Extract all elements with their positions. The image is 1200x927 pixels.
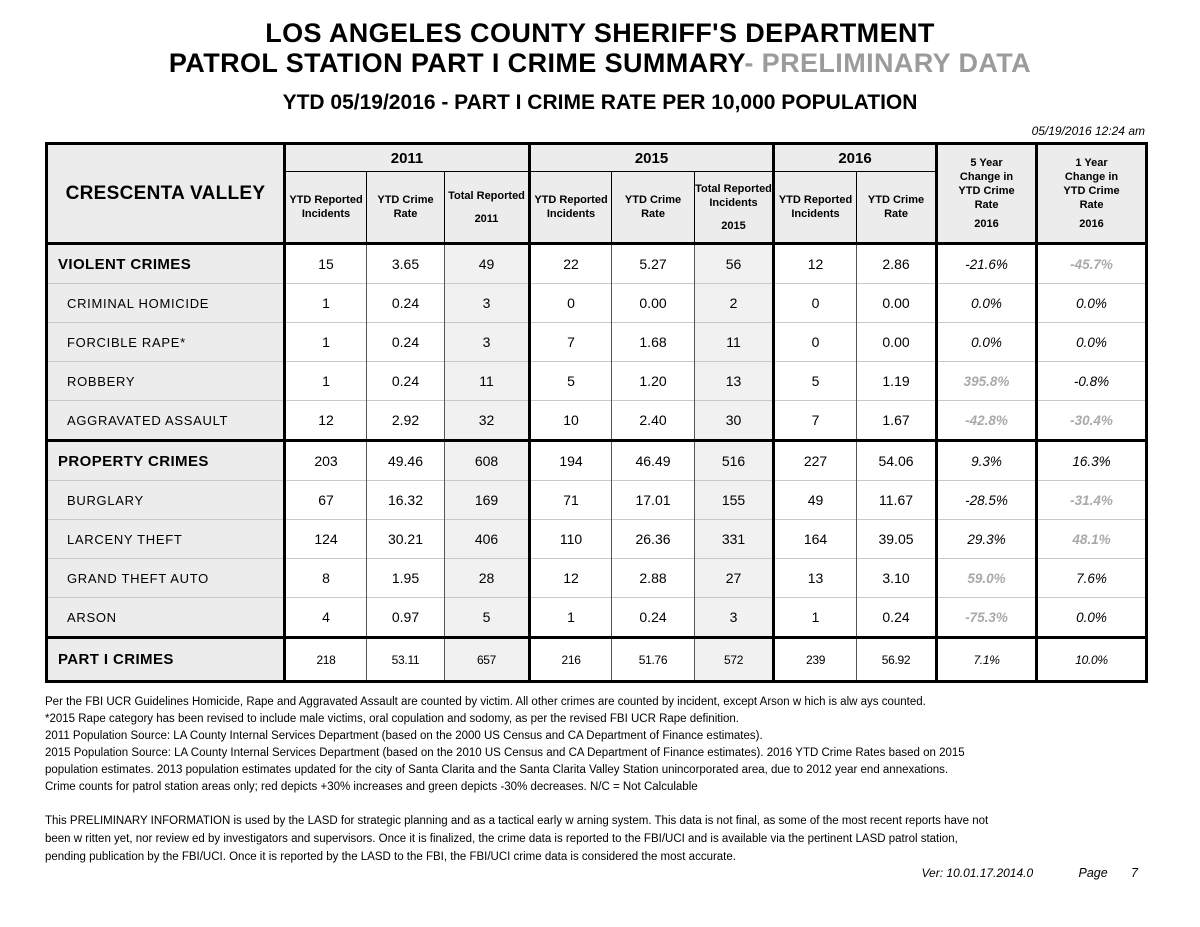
disclaimer-line: pending publication by the FBI/UCI. Once it is reported by the LASD to the FBI, the FBI/UCI crime data is considered the most accurate.	[45, 851, 736, 863]
change-5yr-cell: -21.6%	[937, 244, 1037, 284]
value-cell: 2.88	[612, 559, 695, 598]
value-cell: 0.00	[857, 323, 937, 362]
value-cell: 2.92	[367, 401, 445, 441]
value-cell: 155	[695, 481, 774, 520]
value-cell: 13	[774, 559, 857, 598]
report-subtitle	[0, 48, 1200, 78]
value-cell: 53.11	[367, 638, 445, 682]
value-cell: 1.95	[367, 559, 445, 598]
value-cell: 27	[695, 559, 774, 598]
change-1yr-cell: 0.0%	[1037, 284, 1147, 323]
value-cell: 39.05	[857, 520, 937, 559]
change-5yr-cell: -28.5%	[937, 481, 1037, 520]
footnote-line: 2015 Population Source: LA County Internal Services Department (based on the 2010 US Census and CA Department of Finance estimates). 2016 YTD Crime Rates based on 2015	[45, 747, 965, 759]
row-forcible-rape	[47, 323, 1147, 362]
value-cell: 218	[285, 638, 367, 682]
page-footer	[922, 866, 1139, 880]
value-cell: 608	[445, 441, 530, 481]
value-cell: 10	[530, 401, 612, 441]
row-label: AGGRAVATED ASSAULT	[47, 401, 285, 441]
value-cell: 1.19	[857, 362, 937, 401]
col-2016-ytd-incidents: YTD Reported Incidents	[774, 172, 857, 244]
value-cell: 56	[695, 244, 774, 284]
value-cell: 4	[285, 598, 367, 638]
value-cell: 30.21	[367, 520, 445, 559]
year-2015-header: 2015	[530, 144, 774, 172]
value-cell: 54.06	[857, 441, 937, 481]
value-cell: 7	[774, 401, 857, 441]
value-cell: 56.92	[857, 638, 937, 682]
value-cell: 0.97	[367, 598, 445, 638]
value-cell: 3	[445, 323, 530, 362]
row-property-crimes	[47, 441, 1147, 481]
value-cell: 1	[774, 598, 857, 638]
value-cell: 1.68	[612, 323, 695, 362]
value-cell: 164	[774, 520, 857, 559]
change-5yr-cell: 29.3%	[937, 520, 1037, 559]
col-2015-total: Total Reported Incidents 2015	[695, 172, 774, 244]
col-2016-ytd-rate: YTD Crime Rate	[857, 172, 937, 244]
change-5yr-cell: 0.0%	[937, 323, 1037, 362]
subtitle-main: PATROL STATION PART I CRIME SUMMARY	[168, 48, 745, 78]
change-1yr-header	[1037, 144, 1147, 244]
year-header-row	[47, 144, 1147, 172]
station-name: CRESCENTA VALLEY	[47, 144, 285, 244]
value-cell: 49	[445, 244, 530, 284]
change-5yr-cell: 7.1%	[937, 638, 1037, 682]
value-cell: 1	[285, 323, 367, 362]
value-cell: 5	[445, 598, 530, 638]
value-cell: 1.20	[612, 362, 695, 401]
change-5yr-cell: 0.0%	[937, 284, 1037, 323]
value-cell: 51.76	[612, 638, 695, 682]
col-2015-ytd-incidents: YTD Reported Incidents	[530, 172, 612, 244]
change-1yr-cell: 48.1%	[1037, 520, 1147, 559]
version-label: Ver: 10.01.17.2014.0	[921, 866, 1034, 880]
value-cell: 239	[774, 638, 857, 682]
row-label: PROPERTY CRIMES	[47, 441, 285, 481]
value-cell: 0.24	[367, 323, 445, 362]
row-label: FORCIBLE RAPE*	[47, 323, 285, 362]
value-cell: 15	[285, 244, 367, 284]
value-cell: 0.00	[857, 284, 937, 323]
change-5yr-header	[937, 144, 1037, 244]
value-cell: 406	[445, 520, 530, 559]
change-1yr-cell: 16.3%	[1037, 441, 1147, 481]
change-1yr-cell: -30.4%	[1037, 401, 1147, 441]
disclaimer	[45, 812, 1147, 866]
value-cell: 0.24	[612, 598, 695, 638]
value-cell: 516	[695, 441, 774, 481]
generated-timestamp: 05/19/2016 12:24 am	[1031, 124, 1145, 138]
change-5yr-cell: -75.3%	[937, 598, 1037, 638]
report-body	[45, 124, 1147, 866]
value-cell: 11	[445, 362, 530, 401]
change-1yr-cell: 7.6%	[1037, 559, 1147, 598]
row-label: VIOLENT CRIMES	[47, 244, 285, 284]
row-label: PART I CRIMES	[47, 638, 285, 682]
change-1yr-cell: 10.0%	[1037, 638, 1147, 682]
change-1yr-title: 1 Year Change in YTD Crime Rate	[1063, 157, 1120, 211]
value-cell: 124	[285, 520, 367, 559]
footnote-line: 2011 Population Source: LA County Internal Services Department (based on the 2000 US Census and CA Department of Finance estimates).	[45, 730, 763, 742]
change-1yr-cell: 0.0%	[1037, 598, 1147, 638]
change-5yr-title: 5 Year Change in YTD Crime Rate	[958, 157, 1015, 211]
value-cell: 331	[695, 520, 774, 559]
value-cell: 17.01	[612, 481, 695, 520]
value-cell: 8	[285, 559, 367, 598]
row-label: ARSON	[47, 598, 285, 638]
value-cell: 194	[530, 441, 612, 481]
row-larceny-theft	[47, 520, 1147, 559]
value-cell: 1	[285, 362, 367, 401]
footnote-line: population estimates. 2013 population estimates updated for the city of Santa Clarita and the Santa Clarita Valley Station unincorporated area, due to 2012 year end annexations.	[45, 764, 949, 776]
col-2011-ytd-incidents: YTD Reported Incidents	[285, 172, 367, 244]
row-burglary	[47, 481, 1147, 520]
value-cell: 13	[695, 362, 774, 401]
col-2011-ytd-rate: YTD Crime Rate	[367, 172, 445, 244]
value-cell: 32	[445, 401, 530, 441]
row-violent-crimes	[47, 244, 1147, 284]
change-1yr-cell: -0.8%	[1037, 362, 1147, 401]
value-cell: 572	[695, 638, 774, 682]
value-cell: 26.36	[612, 520, 695, 559]
year-2011-header: 2011	[285, 144, 530, 172]
row-grand-theft-auto	[47, 559, 1147, 598]
value-cell: 71	[530, 481, 612, 520]
report-date-line: YTD 05/19/2016 - PART I CRIME RATE PER 10,000 POPULATION	[282, 91, 918, 114]
row-label: LARCENY THEFT	[47, 520, 285, 559]
footnotes	[45, 694, 1147, 796]
page-label: Page	[1078, 866, 1108, 880]
value-cell: 3	[695, 598, 774, 638]
value-cell: 0.24	[367, 362, 445, 401]
page-number: 7	[1131, 866, 1138, 880]
value-cell: 203	[285, 441, 367, 481]
value-cell: 11.67	[857, 481, 937, 520]
row-label: CRIMINAL HOMICIDE	[47, 284, 285, 323]
subtitle-preliminary-data: - PRELIMINARY DATA	[744, 48, 1032, 78]
row-criminal-homicide	[47, 284, 1147, 323]
value-cell: 49	[774, 481, 857, 520]
row-label: GRAND THEFT AUTO	[47, 559, 285, 598]
value-cell: 0	[530, 284, 612, 323]
change-1yr-cell: -45.7%	[1037, 244, 1147, 284]
value-cell: 227	[774, 441, 857, 481]
col-2015-ytd-rate: YTD Crime Rate	[612, 172, 695, 244]
value-cell: 169	[445, 481, 530, 520]
value-cell: 1	[530, 598, 612, 638]
row-robbery	[47, 362, 1147, 401]
change-5yr-cell: 395.8%	[937, 362, 1037, 401]
value-cell: 0.24	[857, 598, 937, 638]
row-arson	[47, 598, 1147, 638]
change-5yr-year: 2016	[974, 218, 999, 230]
value-cell: 0	[774, 284, 857, 323]
report-header	[0, 0, 1200, 115]
value-cell: 5	[774, 362, 857, 401]
row-aggravated-assault	[47, 401, 1147, 441]
value-cell: 3	[445, 284, 530, 323]
change-1yr-year: 2016	[1079, 218, 1104, 230]
value-cell: 216	[530, 638, 612, 682]
crime-summary-table	[45, 142, 1148, 683]
value-cell: 30	[695, 401, 774, 441]
year-2016-header: 2016	[774, 144, 937, 172]
change-5yr-cell: -42.8%	[937, 401, 1037, 441]
col-2011-total: Total Reported 2011	[445, 172, 530, 244]
disclaimer-line: been w ritten yet, nor review ed by investigators and supervisors. Once it is finalized, the crime data is reported to the FBI/UCI and is available via the pertinent LASD patrol station,	[45, 833, 958, 845]
value-cell: 0.00	[612, 284, 695, 323]
value-cell: 1.67	[857, 401, 937, 441]
value-cell: 2	[695, 284, 774, 323]
value-cell: 0	[774, 323, 857, 362]
value-cell: 110	[530, 520, 612, 559]
value-cell: 2.40	[612, 401, 695, 441]
change-1yr-cell: -31.4%	[1037, 481, 1147, 520]
value-cell: 2.86	[857, 244, 937, 284]
value-cell: 12	[530, 559, 612, 598]
value-cell: 49.46	[367, 441, 445, 481]
row-part-i-crimes	[47, 638, 1147, 682]
value-cell: 7	[530, 323, 612, 362]
change-5yr-cell: 9.3%	[937, 441, 1037, 481]
value-cell: 1	[285, 284, 367, 323]
value-cell: 16.32	[367, 481, 445, 520]
footnote-line: *2015 Rape category has been revised to include male victims, oral copulation and sodomy, as per the revised FBI UCR Rape definition.	[45, 713, 739, 725]
value-cell: 3.10	[857, 559, 937, 598]
row-label: BURGLARY	[47, 481, 285, 520]
change-5yr-cell: 59.0%	[937, 559, 1037, 598]
report-title: LOS ANGELES COUNTY SHERIFF'S DEPARTMENT	[265, 18, 935, 48]
value-cell: 657	[445, 638, 530, 682]
value-cell: 12	[285, 401, 367, 441]
footnote-line: Per the FBI UCR Guidelines Homicide, Rape and Aggravated Assault are counted by victim. All other crimes are counted by incident, except Arson w hich is alw ays counted.	[45, 696, 926, 708]
row-label: ROBBERY	[47, 362, 285, 401]
disclaimer-line: This PRELIMINARY INFORMATION is used by the LASD for strategic planning and as a tactical early w arning system. This data is not final, as some of the most recent reports have not	[45, 815, 989, 827]
value-cell: 3.65	[367, 244, 445, 284]
value-cell: 5.27	[612, 244, 695, 284]
value-cell: 0.24	[367, 284, 445, 323]
value-cell: 28	[445, 559, 530, 598]
value-cell: 5	[530, 362, 612, 401]
footnote-line: Crime counts for patrol station areas only; red depicts +30% increases and green depicts -30% decreases. N/C = Not Calculable	[45, 781, 698, 793]
value-cell: 67	[285, 481, 367, 520]
value-cell: 46.49	[612, 441, 695, 481]
change-1yr-cell: 0.0%	[1037, 323, 1147, 362]
value-cell: 22	[530, 244, 612, 284]
value-cell: 12	[774, 244, 857, 284]
value-cell: 11	[695, 323, 774, 362]
